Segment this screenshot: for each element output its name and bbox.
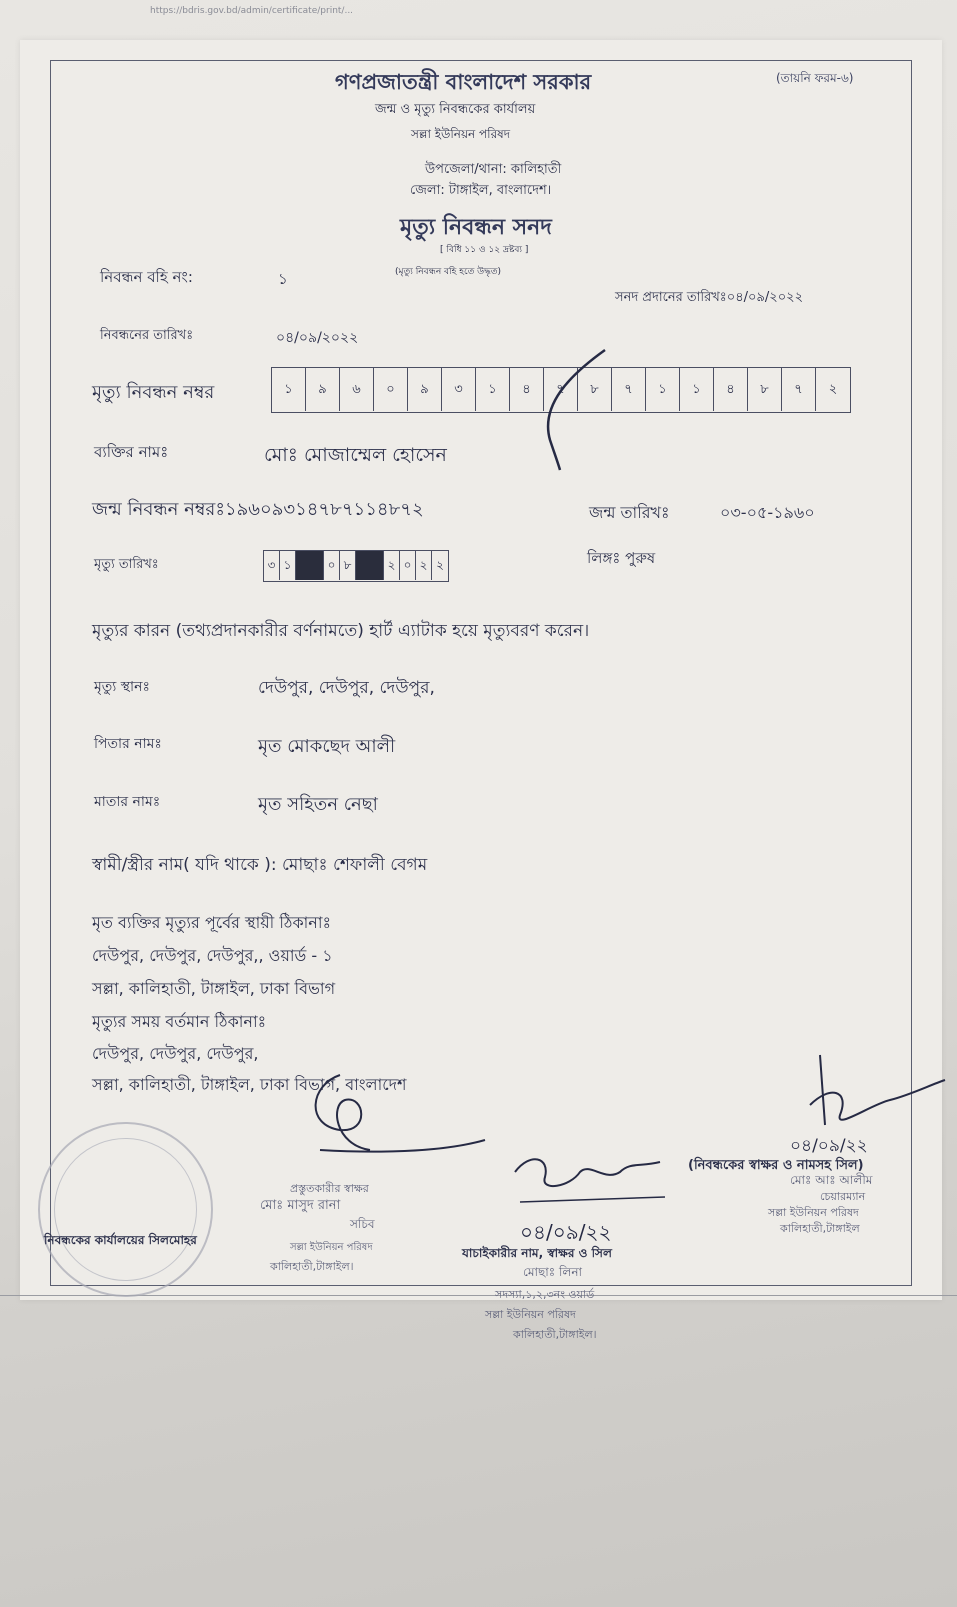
father-name-label: পিতার নামঃ bbox=[94, 736, 162, 752]
spouse-name: স্বামী/স্ত্রীর নাম( যদি থাকে ): মোছাঃ শেফালী বেগম bbox=[92, 855, 428, 875]
mother-name-label: মাতার নামঃ bbox=[94, 794, 161, 810]
secretary-location: কালিহাতী,টাঙ্গাইল। bbox=[270, 1260, 354, 1273]
number-digit: ৯ bbox=[306, 368, 340, 411]
register-book-label: নিবন্ধন বহি নং: bbox=[100, 268, 193, 286]
page-edge-line bbox=[0, 1295, 957, 1296]
book-reference: (মৃত্যু নিবন্ধন বহি হতে উদ্ধৃত) bbox=[395, 267, 502, 277]
secretary-union: সল্লা ইউনিয়ন পরিষদ bbox=[290, 1242, 373, 1253]
number-digit: ১ bbox=[680, 368, 714, 411]
chairman-name: মোঃ আঃ আলীম bbox=[790, 1173, 873, 1187]
death-registration-number-label: মৃত্যু নিবন্ধন নম্বর bbox=[92, 382, 215, 403]
number-digit: ৮ bbox=[578, 368, 612, 411]
present-address-label: মৃত্যুর সময় বর্তমান ঠিকানাঃ bbox=[92, 1012, 267, 1031]
death-date-digit: ১ bbox=[280, 551, 296, 580]
secretary-signature bbox=[290, 1055, 490, 1170]
birth-registration-number: জন্ম নিবন্ধন নম্বরঃ১৯৬০৯৩১৪৭৮৭১১৪৮৭২ bbox=[92, 499, 424, 520]
permanent-address-line: দেউপুর, দেউপুর, দেউপুর,, ওয়ার্ড - ১ bbox=[92, 946, 333, 965]
mother-name-value: মৃত সহিতন নেছা bbox=[258, 794, 378, 815]
date-separator bbox=[356, 551, 384, 580]
number-digit: ৩ bbox=[442, 368, 476, 411]
issue-date: সনদ প্রদানের তারিখঃ০৪/০৯/২০২২ bbox=[615, 290, 804, 305]
chairman-location: কালিহাতী,টাঙ্গাইল bbox=[780, 1222, 860, 1235]
chairman-union: সল্লা ইউনিয়ন পরিষদ bbox=[768, 1206, 859, 1219]
place-of-death-label: মৃত্যু স্থানঃ bbox=[94, 679, 150, 695]
form-id: (তায়নি ফরম-৬) bbox=[776, 71, 854, 85]
number-digit: ৪ bbox=[510, 368, 544, 411]
secretary-name: মোঃ মাসুদ রানা bbox=[260, 1198, 341, 1213]
office-name: জন্ম ও মৃত্যু নিবন্ধকের কার্যালয় bbox=[375, 102, 536, 117]
number-digit: ৮ bbox=[748, 368, 782, 411]
death-date-digit: ২ bbox=[436, 558, 444, 572]
rule-reference: [ বিধি ১১ ও ১২ দ্রষ্টব্য ] bbox=[440, 245, 529, 255]
cause-of-death: মৃত্যুর কারন (তথ্যপ্রদানকারীর বর্ণনামতে) হার্ট এ্যাটাক হয়ে মৃত্যুবরণ করেন। bbox=[92, 621, 590, 641]
death-date-digit: ০ bbox=[324, 551, 340, 580]
number-digit: ৭ bbox=[544, 368, 578, 411]
document-title: মৃত্যু নিবন্ধন সনদ bbox=[400, 215, 552, 240]
place-of-death-value: দেউপুর, দেউপুর, দেউপুর, bbox=[258, 678, 435, 698]
verifier-post: সদস্যা,১,২,৩নং ওয়ার্ড bbox=[495, 1288, 595, 1301]
verifier-signature-date: ০৪/০৯/২২ bbox=[520, 1220, 612, 1244]
verifier-union: সল্লা ইউনিয়ন পরিষদ bbox=[485, 1308, 576, 1321]
number-digit: ৯ bbox=[408, 368, 442, 411]
secretary-title: সচিব bbox=[350, 1217, 375, 1231]
registrar-signature-caption: (নিবন্ধকের স্বাক্ষর ও নামসহ সিল) bbox=[688, 1158, 864, 1173]
preparer-signature-caption: প্রস্তুতকারীর স্বাক্ষর bbox=[290, 1182, 369, 1195]
date-of-death-boxes bbox=[263, 550, 449, 582]
death-date-digit: ৩ bbox=[264, 551, 280, 580]
office-seal-caption: নিবন্ধকের কার্যালয়ের সিলমোহর bbox=[44, 1233, 197, 1247]
deceased-name-value: মোঃ মোজাম্মেল হোসেন bbox=[264, 444, 447, 466]
date-separator bbox=[296, 551, 324, 580]
chairman-signature-date: ০৪/০৯/২২ bbox=[790, 1136, 868, 1156]
registration-date-value: ০৪/০৯/২০২২ bbox=[276, 330, 359, 346]
number-digit: ১ bbox=[272, 368, 306, 411]
upazila-line: উপজেলা/থানা: কালিহাতী bbox=[425, 162, 562, 177]
register-book-value: ১ bbox=[278, 270, 288, 288]
verifier-location: কালিহাতী,টাঙ্গাইল। bbox=[513, 1328, 597, 1341]
present-address-line: সল্লা, কালিহাতী, টাঙ্গাইল, ঢাকা বিভাগ, বাংলাদেশ bbox=[92, 1075, 407, 1094]
date-of-birth-label: জন্ম তারিখঃ bbox=[589, 503, 670, 522]
verifier-name: মোছাঃ লিনা bbox=[523, 1265, 582, 1279]
father-name-value: মৃত মোকছেদ আলী bbox=[258, 736, 396, 757]
date-of-death-label: মৃত্যু তারিখঃ bbox=[94, 557, 159, 572]
deceased-name-label: ব্যক্তির নামঃ bbox=[94, 443, 169, 461]
number-digit: ০ bbox=[374, 368, 408, 411]
number-digit: ১ bbox=[646, 368, 680, 411]
government-title: গণপ্রজাতন্ত্রী বাংলাদেশ সরকার bbox=[335, 70, 592, 94]
number-digit: ৭ bbox=[612, 368, 646, 411]
handwritten-tick-mark bbox=[530, 345, 620, 475]
death-date-digit: ০ bbox=[400, 551, 416, 580]
verifier-signature bbox=[510, 1142, 670, 1212]
verifier-caption: যাচাইকারীর নাম, স্বাক্ষর ও সিল bbox=[462, 1246, 612, 1260]
office-seal-stamp bbox=[38, 1122, 213, 1297]
union-name: সল্লা ইউনিয়ন পরিষদ bbox=[411, 127, 511, 141]
number-digit: ১ bbox=[476, 368, 510, 411]
permanent-address-line: সল্লা, কালিহাতী, টাঙ্গাইল, ঢাকা বিভাগ bbox=[92, 979, 336, 998]
death-date-digit: ২ bbox=[416, 551, 432, 580]
registration-date-label: নিবন্ধনের তারিখঃ bbox=[100, 328, 194, 343]
date-of-birth-value: ০৩-০৫-১৯৬০ bbox=[720, 503, 815, 522]
browser-url: https://bdris.gov.bd/admin/certificate/print/... bbox=[150, 6, 354, 16]
permanent-address-label: মৃত ব্যক্তির মৃত্যুর পূর্বের স্থায়ী ঠিকানাঃ bbox=[92, 913, 332, 932]
chairman-title: চেয়ারম্যান bbox=[820, 1190, 866, 1203]
seal-inner-ring bbox=[54, 1138, 197, 1281]
death-date-digit: ৮ bbox=[340, 551, 356, 580]
chairman-signature bbox=[780, 1045, 950, 1145]
present-address-line: দেউপুর, দেউপুর, দেউপুর, bbox=[92, 1044, 259, 1063]
death-date-digit: ২ bbox=[384, 551, 400, 580]
number-digit: ৭ bbox=[782, 368, 816, 411]
number-digit: ৪ bbox=[714, 368, 748, 411]
district-line: জেলা: টাঙ্গাইল, বাংলাদেশ। bbox=[410, 183, 552, 198]
gender: লিঙ্গঃ পুরুষ bbox=[587, 549, 656, 567]
number-digit: ৬ bbox=[340, 368, 374, 411]
number-digit: ২ bbox=[828, 382, 838, 397]
